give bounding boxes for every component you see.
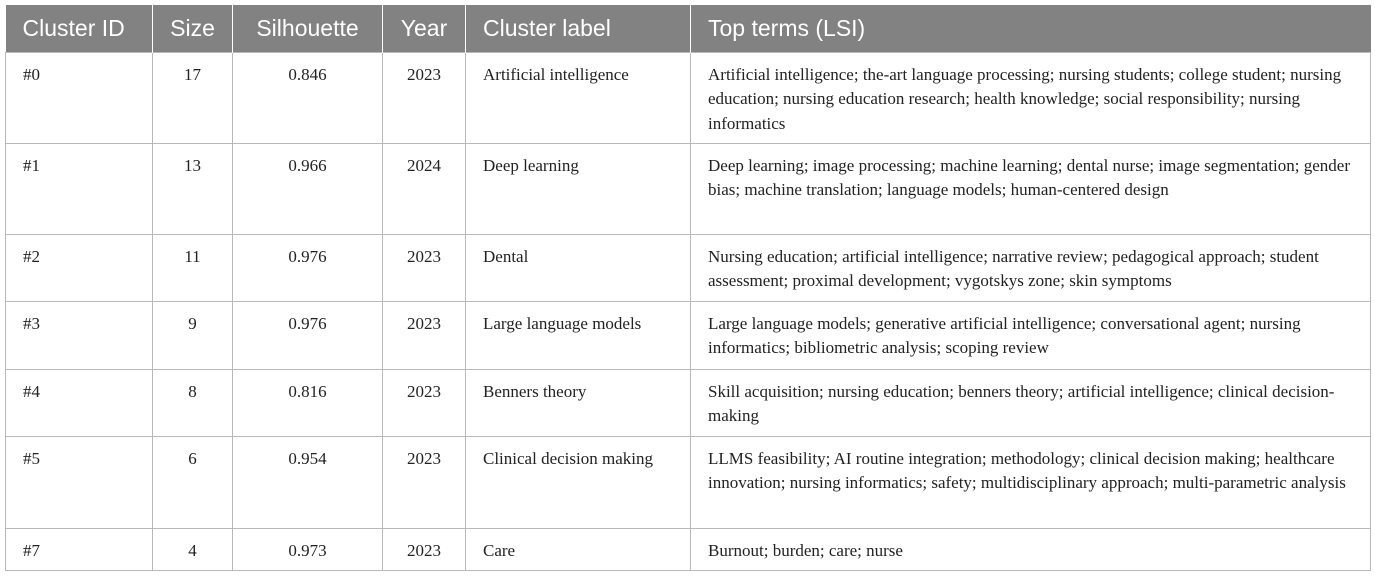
- cell-cluster-id: #1: [6, 143, 153, 234]
- cell-top-terms: Large language models; generative artificial intelligence; conversational agent; nursing informatics; bibliometric analysis; scoping review: [691, 301, 1371, 369]
- cell-top-terms: Burnout; burden; care; nurse: [691, 528, 1371, 570]
- header-year: Year: [383, 5, 466, 52]
- cell-size: 8: [153, 369, 233, 436]
- cell-cluster-label: Large language models: [466, 301, 691, 369]
- cell-top-terms: Skill acquisition; nursing education; benners theory; artificial intelligence; clinical decision-making: [691, 369, 1371, 436]
- table-body: [6, 52, 1371, 570]
- cell-cluster-label: Dental: [466, 234, 691, 301]
- cell-year: 2023: [383, 52, 466, 143]
- table-row: [6, 234, 1371, 301]
- header-cluster-label: Cluster label: [466, 5, 691, 52]
- cell-silhouette: 0.816: [233, 369, 383, 436]
- table-row: [6, 143, 1371, 234]
- cell-size: 6: [153, 436, 233, 528]
- table-header: [6, 5, 1371, 52]
- cell-silhouette: 0.976: [233, 234, 383, 301]
- cluster-table: [5, 5, 1371, 571]
- table-row: [6, 369, 1371, 436]
- cell-cluster-label: Deep learning: [466, 143, 691, 234]
- cell-top-terms: LLMS feasibility; AI routine integration; methodology; clinical decision making; healthcare innovation; nursing informatics; safety; multidisciplinary approach; multi-parametric analysis: [691, 436, 1371, 528]
- header-row: [6, 5, 1371, 52]
- header-cluster-id: Cluster ID: [6, 5, 153, 52]
- cell-cluster-id: #5: [6, 436, 153, 528]
- cell-year: 2023: [383, 301, 466, 369]
- cell-top-terms: Deep learning; image processing; machine learning; dental nurse; image segmentation; gender bias; machine translation; language models; human-centered design: [691, 143, 1371, 234]
- cell-cluster-id: #2: [6, 234, 153, 301]
- cell-cluster-id: #0: [6, 52, 153, 143]
- cell-cluster-id: #4: [6, 369, 153, 436]
- cell-size: 17: [153, 52, 233, 143]
- cell-cluster-label: Benners theory: [466, 369, 691, 436]
- table-row: [6, 528, 1371, 570]
- cell-silhouette: 0.973: [233, 528, 383, 570]
- cell-silhouette: 0.954: [233, 436, 383, 528]
- cell-size: 4: [153, 528, 233, 570]
- table-row: [6, 301, 1371, 369]
- cell-cluster-label: Artificial intelligence: [466, 52, 691, 143]
- cell-cluster-id: #7: [6, 528, 153, 570]
- cell-size: 9: [153, 301, 233, 369]
- cell-cluster-label: Clinical decision making: [466, 436, 691, 528]
- cell-cluster-label: Care: [466, 528, 691, 570]
- header-size: Size: [153, 5, 233, 52]
- header-top-terms: Top terms (LSI): [691, 5, 1371, 52]
- cell-size: 11: [153, 234, 233, 301]
- header-silhouette: Silhouette: [233, 5, 383, 52]
- cell-size: 13: [153, 143, 233, 234]
- cell-top-terms: Nursing education; artificial intelligence; narrative review; pedagogical approach; student assessment; proximal development; vygotskys zone; skin symptoms: [691, 234, 1371, 301]
- cell-silhouette: 0.976: [233, 301, 383, 369]
- cell-silhouette: 0.966: [233, 143, 383, 234]
- cell-year: 2024: [383, 143, 466, 234]
- table-row: [6, 436, 1371, 528]
- cell-top-terms: Artificial intelligence; the-art language processing; nursing students; college student; nursing education; nursing education research; health knowledge; social responsibility; nursing informatics: [691, 52, 1371, 143]
- table-row: [6, 52, 1371, 143]
- cell-year: 2023: [383, 436, 466, 528]
- cell-year: 2023: [383, 369, 466, 436]
- cell-year: 2023: [383, 234, 466, 301]
- cell-silhouette: 0.846: [233, 52, 383, 143]
- cell-year: 2023: [383, 528, 466, 570]
- cell-cluster-id: #3: [6, 301, 153, 369]
